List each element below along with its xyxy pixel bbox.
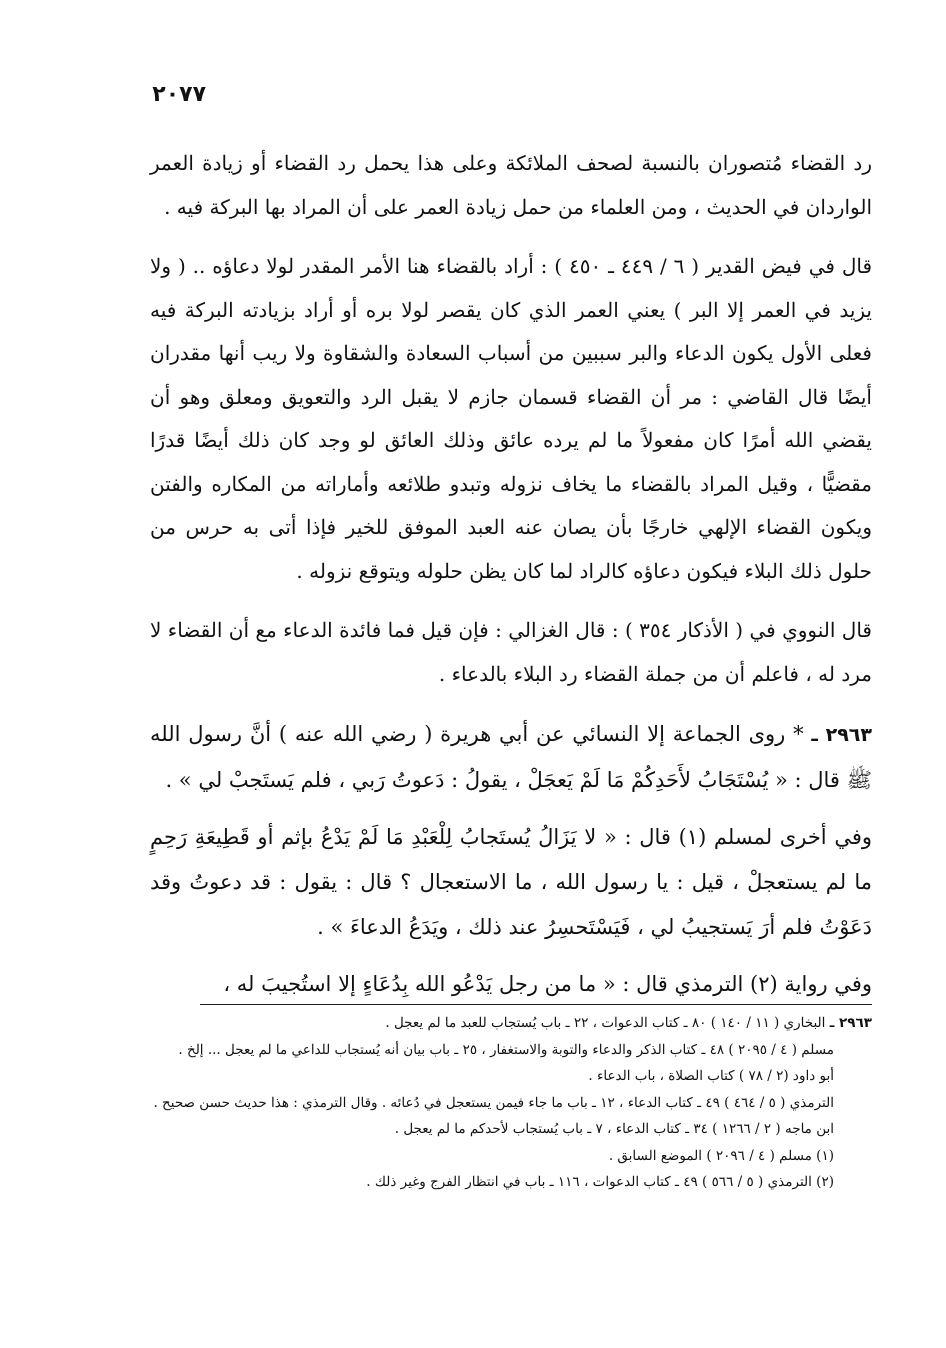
footnote-source-muslim: مسلم ( ٤ / ٢٠٩٥ ) ٤٨ ـ كتاب الذكر والدعاء والتوبة والاستغفار ، ٢٥ ـ باب بيان أنه يُستجاب للداعي ما لم يعجل ... إلخ . (178, 1041, 834, 1058)
paragraph-3: قال النووي في ( الأذكار ٣٥٤ ) : قال الغزالي : فإن قيل فما فائدة الدعاء مع أن القضاء لا مرد له ، فاعلم أن من جملة القضاء رد البلاء بالدعاء . (150, 618, 872, 686)
footnote-source-tirmidhi: الترمذي ( ٥ / ٤٦٤ ) ٤٩ ـ كتاب الدعاء ، ١٢ ـ باب ما جاء فيمن يستعجل في دُعائه . وقال الترمذي : هذا حديث حسن صحيح . (153, 1094, 834, 1111)
footnote-note-2: (٢) الترمذي ( ٥ / ٥٦٦ ) ٤٩ ـ كتاب الدعوات ، ١١٦ ـ باب في انتظار الفرج وغير ذلك . (366, 1174, 834, 1190)
narration-tirmidhi: وفي رواية (٢) الترمذي قال : « ما من رجل يَدْعُو الله بِدُعَاءٍ إلا استُجيبَ له ، (223, 972, 872, 996)
hadith-number: ٢٩٦٣ ـ (811, 724, 872, 746)
paragraph-1: رد القضاء مُتصوران بالنسبة لصحف الملائكة وعلى هذا يحمل رد القضاء أو زيادة العمر الواردان في الحديث ، ومن العلماء من حمل زيادة العمر على أن المراد بها البركة فيه . (150, 151, 872, 219)
footnote-source-abudawud: أبو داود (٢ / ٧٨ ) كتاب الصلاة ، باب الدعاء . (588, 1068, 834, 1084)
hadith-text: * روى الجماعة إلا النسائي عن أبي هريرة ( رضي الله عنه ) أنَّ رسول الله ﷺ قال : « يُسْتَجَابُ لأَحَدِكُمْ مَا لَمْ يَعجَلْ ، يقولُ : دَعوتُ رَبي ، فلم يَستَجبْ لي » . (150, 722, 872, 792)
footnote-source-bukhari (150, 1010, 872, 1037)
footnotes (150, 1010, 872, 1196)
footnote-divider (200, 1004, 872, 1005)
footnote-hadith-number: ٢٩٦٣ ـ (829, 1015, 872, 1031)
page-number: ٢٠٧٧ (152, 82, 206, 107)
hadith-2963 (150, 712, 872, 803)
footnote-text: البخاري ( ١١ / ١٤٠ ) ٨٠ ـ كتاب الدعوات ، ٢٢ ـ باب يُستجاب للعبد ما لم يعجل . (385, 1015, 826, 1031)
footnote-source-ibnmajah: ابن ماجه ( ٢ / ١٢٦٦ ) ٣٤ ـ كتاب الدعاء ، ٧ ـ باب يُستجاب لأحدكم ما لم يعجل . (394, 1121, 834, 1137)
footnote-note-1: (١) مسلم ( ٤ / ٢٠٩٦ ) الموضع السابق . (608, 1147, 834, 1164)
main-text (150, 142, 872, 1019)
narration-muslim: وفي أخرى لمسلم (١) قال : « لا يَزَالُ يُستَجابُ لِلْعَبْدِ مَا لَمْ يَدْعُ بإثم أو قَطِيعَةِ رَحِمٍ ما لم يستعجلْ ، قيل : يا رسول الله ، ما الاستعجال ؟ قال : يقول : قد دعوتُ وقد دَعَوْتُ فلم أرَ يَستجيبُ لي ، فَيَسْتَحسِرُ عند ذلك ، ويَدَعُ الدعاءَ » . (150, 825, 872, 939)
paragraph-2: قال في فيض القدير ( ٦ / ٤٤٩ ـ ٤٥٠ ) : أراد بالقضاء هنا الأمر المقدر لولا دعاؤه .. ( ولا يزيد في العمر إلا البر ) يعني العمر الذي كان يقصر لولا بره أو أراد بزيادته البركة فيه فعلى الأول يكون الدعاء والبر سببين من أسباب السعادة والشقاوة ولا ريب أنها مقدران أيضًا قال القاضي : مر أن القضاء قسمان جازم لا يقبل الرد والتعويق ومعلق وهو أن يقضي الله أمرًا كان مفعولاً ما لم يرده عائق وذلك العائق لو وجد كان ذلك أيضًا قدرًا مقضيًّا ، وقيل المراد بالقضاء ما يخاف نزوله وتبدو طلائعه وأماراته من المكاره والفتن ويكون القضاء الإلهي خارجًا بأن يصان عنه العبد الموفق للخير فإذا أتى به حرس من حلول ذلك البلاء فيكون دعاؤه كالراد لما كان يظن حلوله ويتوقع نزوله . (150, 254, 873, 583)
